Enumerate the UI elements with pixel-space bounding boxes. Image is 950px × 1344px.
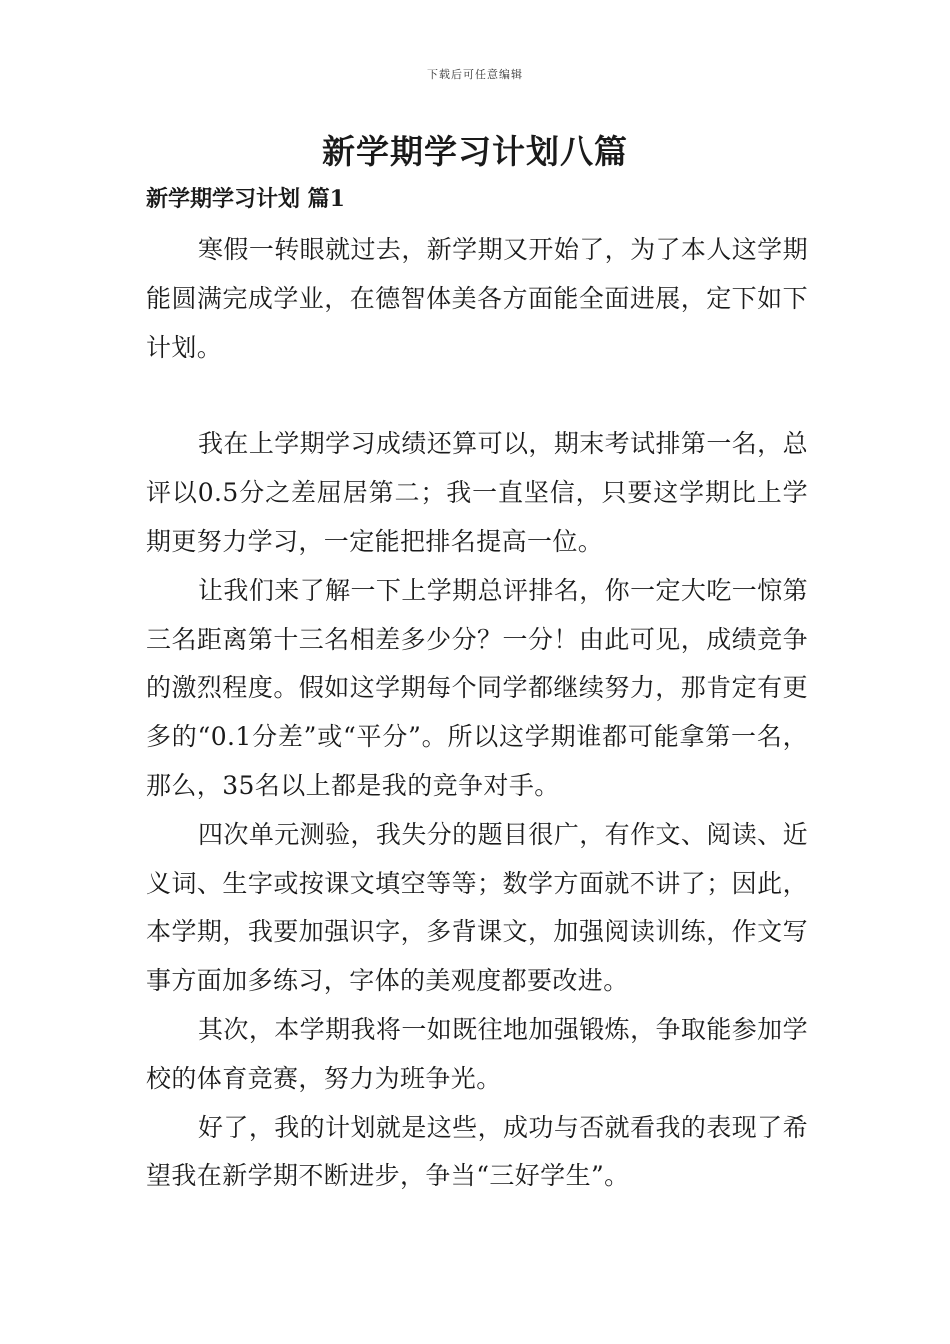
document-body (146, 226, 808, 1201)
paragraph-4: 四次单元测验，我失分的题目很广，有作文、阅读、近义词、生字或按课文填空等等；数学方面就不讲了；因此，本学期，我要加强识字，多背课文，加强阅读训练，作文写事方面加多练习，字体的美观度都要改进。 (146, 819, 808, 996)
paragraph-3: 让我们来了解一下上学期总评排名，你一定大吃一惊第三名距离第十三名相差多少分？一分！由此可见，成绩竞争的激烈程度。假如这学期每个同学都继续努力，那肯定有更多的“0.1分差”或“平分”。所以这学期谁都可能拿第一名，那么，35名以上都是我的竞争对手。 (146, 575, 808, 800)
paragraph-6: 好了，我的计划就是这些，成功与否就看我的表现了希望我在新学期不断进步，争当“三好学生”。 (146, 1112, 808, 1191)
paragraph-5: 其次，本学期我将一如既往地加强锻炼，争取能参加学校的体育竞赛，努力为班争光。 (146, 1014, 808, 1093)
header-note: 下载后可任意编辑 (427, 68, 523, 81)
paragraph-1: 寒假一转眼就过去，新学期又开始了，为了本人这学期能圆满完成学业，在德智体美各方面能全面进展，定下如下计划。 (146, 235, 808, 362)
section-heading: 新学期学习计划 篇1 (146, 186, 345, 212)
paragraph-2: 我在上学期学习成绩还算可以，期末考试排第一名，总评以0.5分之差屈居第二；我一直坚信，只要这学期比上学期更努力学习，一定能把排名提高一位。 (146, 429, 808, 556)
document-title: 新学期学习计划八篇 (322, 132, 628, 171)
paragraph-spacer (146, 372, 808, 420)
